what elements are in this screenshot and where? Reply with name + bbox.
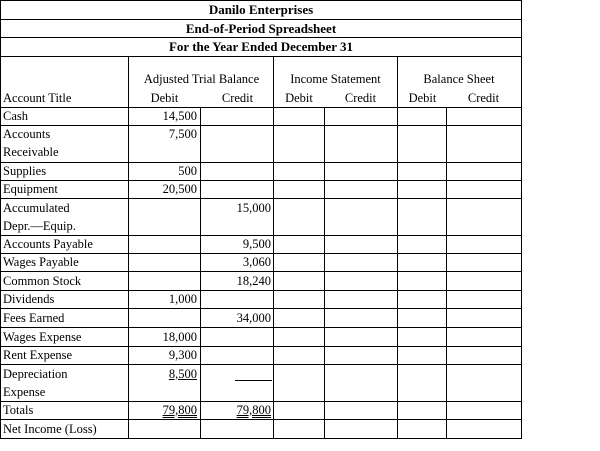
grid-line bbox=[200, 107, 201, 438]
grid-line bbox=[128, 56, 129, 438]
row-title: Receivable bbox=[3, 145, 59, 159]
company-name: Danilo Enterprises bbox=[208, 2, 314, 17]
atb-debit-cell: 9,300 bbox=[168, 348, 197, 362]
grid-line bbox=[324, 107, 325, 438]
atb-credit-underline bbox=[235, 380, 272, 381]
atb-debit-cell: 7,500 bbox=[168, 127, 197, 141]
grid-line bbox=[0, 0, 1, 438]
grid-line bbox=[0, 107, 522, 108]
grid-line bbox=[0, 56, 522, 57]
atb-debit-total-value: 79,800 bbox=[162, 403, 197, 417]
atb-debit-cell: 1,000 bbox=[168, 292, 197, 306]
row-title: Dividends bbox=[3, 292, 55, 306]
is-credit-header: Credit bbox=[344, 91, 377, 105]
grid-line bbox=[0, 271, 522, 272]
account-title-header: Account Title bbox=[3, 91, 72, 105]
bs-debit-header: Debit bbox=[408, 91, 437, 105]
row-title: Depreciation bbox=[3, 367, 68, 381]
grid-line bbox=[0, 346, 522, 347]
row-title: Wages Payable bbox=[3, 255, 79, 269]
is-debit-header: Debit bbox=[285, 91, 313, 105]
period-title: For the Year Ended December 31 bbox=[168, 39, 354, 54]
grid-line bbox=[0, 364, 522, 365]
is-header: Income Statement bbox=[290, 72, 381, 86]
row-title: Accounts bbox=[3, 127, 51, 141]
grid-line bbox=[0, 125, 522, 126]
atb-debit-cell: 18,000 bbox=[162, 330, 197, 344]
atb-credit-header: Credit bbox=[221, 91, 254, 105]
atb-credit-cell: 18,240 bbox=[236, 274, 271, 288]
bs-credit-header: Credit bbox=[467, 91, 500, 105]
grid-line bbox=[397, 56, 398, 438]
grid-line bbox=[0, 290, 522, 291]
atb-debit-underlined: 8,500 bbox=[168, 367, 197, 381]
grid-line bbox=[0, 180, 522, 181]
row-title: Wages Expense bbox=[3, 330, 82, 344]
atb-header: Adjusted Trial Balance bbox=[143, 72, 260, 86]
grid-line bbox=[0, 419, 522, 420]
grid-line bbox=[446, 107, 447, 438]
grid-line bbox=[0, 198, 522, 199]
row-title: Depr.—Equip. bbox=[3, 219, 76, 233]
grid-line bbox=[0, 327, 522, 328]
bs-header: Balance Sheet bbox=[423, 72, 495, 86]
row-title: Fees Earned bbox=[3, 311, 65, 325]
row-title: Common Stock bbox=[3, 274, 82, 288]
atb-debit-cell: 20,500 bbox=[162, 182, 197, 196]
atb-credit-total-value: 79,800 bbox=[236, 403, 271, 417]
row-title: Cash bbox=[3, 109, 28, 123]
grid-line bbox=[0, 19, 522, 20]
row-title: Equipment bbox=[3, 182, 58, 196]
row-title: Net Income (Loss) bbox=[3, 422, 97, 436]
row-title: Supplies bbox=[3, 164, 47, 178]
grid-line bbox=[0, 401, 522, 402]
row-title: Rent Expense bbox=[3, 348, 73, 362]
sheet-title: End-of-Period Spreadsheet bbox=[185, 21, 337, 36]
atb-debit-header: Debit bbox=[150, 91, 179, 105]
grid-line bbox=[0, 438, 522, 439]
row-title: Accounts Payable bbox=[3, 237, 93, 251]
row-title: Totals bbox=[3, 403, 34, 417]
grid-line bbox=[0, 253, 522, 254]
atb-credit-cell: 34,000 bbox=[236, 311, 271, 325]
atb-debit-cell: 500 bbox=[178, 164, 197, 178]
grid-line bbox=[0, 308, 522, 309]
row-title: Expense bbox=[3, 385, 46, 399]
atb-debit-cell: 14,500 bbox=[162, 109, 197, 123]
atb-credit-cell: 9,500 bbox=[242, 237, 271, 251]
grid-line bbox=[0, 162, 522, 163]
grid-line bbox=[521, 0, 522, 438]
row-title: Accumulated bbox=[3, 201, 70, 215]
atb-credit-total bbox=[201, 401, 271, 419]
atb-credit-cell: 3,060 bbox=[242, 255, 271, 269]
atb-debit-cell bbox=[129, 365, 197, 383]
grid-line bbox=[0, 235, 522, 236]
grid-line bbox=[273, 56, 274, 438]
atb-debit-total bbox=[129, 401, 197, 419]
atb-credit-cell: 15,000 bbox=[236, 201, 271, 215]
grid-line bbox=[0, 37, 522, 38]
grid-line bbox=[0, 0, 522, 1]
